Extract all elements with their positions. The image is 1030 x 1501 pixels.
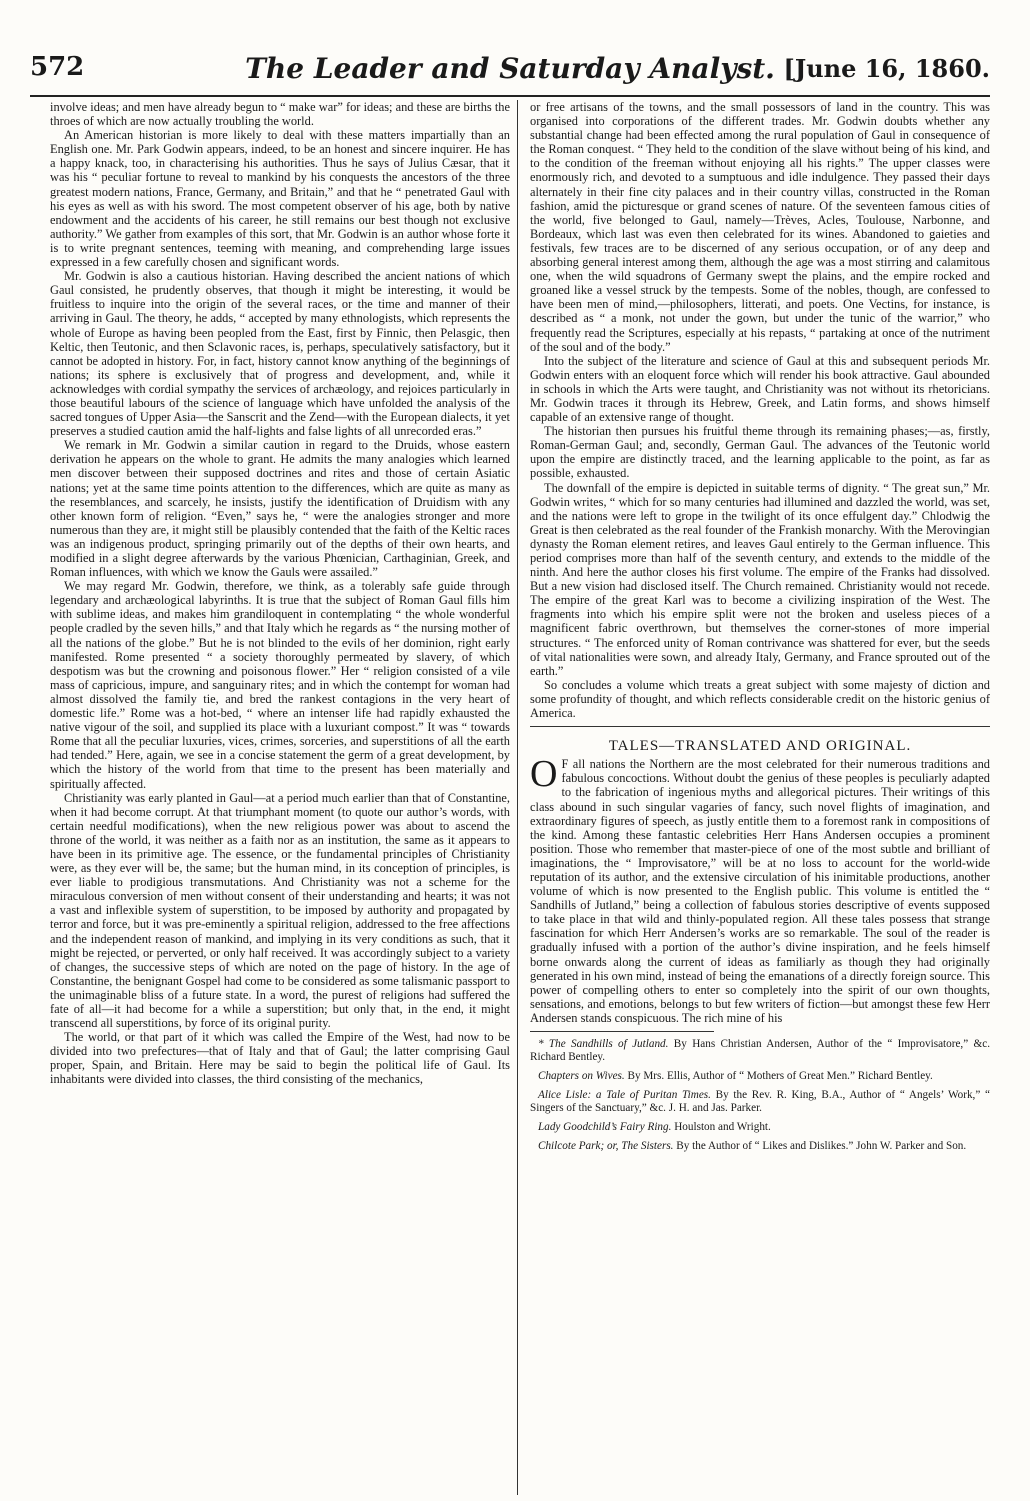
footnote-title: Chapters on Wives. <box>538 1070 625 1082</box>
issue-date: [June 16, 1860. <box>783 54 990 83</box>
footnote-rule <box>530 1031 714 1032</box>
paragraph: Into the subject of the literature and science of Gaul at this and subsequent periods Mr. Godwin enters with an eloquent force which will render his book attractive. Gaul abounded in schools in which the Arts were taught, and Christianity was not without its rhetoricians. Mr. Godwin traces it through its Hebrew, Greek, and Latin forms, and shows himself capable of an extensive range of thought. <box>530 353 990 425</box>
footnote <box>530 1140 990 1153</box>
left-column <box>50 100 510 1087</box>
paragraph: We may regard Mr. Godwin, therefore, we think, as a tolerably safe guide through legendary and archæological labyrinths. It is true that the subject of Roman Gaul fills him with sublime ideas, and makes him grandiloquent in contemplating “ the whole wonderful people cradled by the seven hills,” and that Italy which he regards as “ the nursing mother of all the nations of the globe.” But he is not blinded to the evils of her dominion, right early manifested. Rome presented “ a society thoroughly permeated by slavery, of which despotism was but the crowning and poisonous flower.” Her “ religion consisted of a vile mass of capricious, impure, and sanguinary rites; and in which the contempt for woman had almost dissolved the family tie, and bred the rankest contagions in the very heart of domestic life.” Rome was a hot-bed, “ where an intenser life had rapidly exhausted the native vigour of the soil, and supplied its place with a luxuriant compost.” It was “ towards Rome that all the peculiar luxuries, vices, crimes, sorceries, and superstitions of all the earth had tended.” Here, again, we see in a concise statement the germ of a great development, by which the history of the world from that time to the present has been materially and spiritually affected. <box>50 579 510 791</box>
paragraph: The historian then pursues his fruitful theme through its remaining phases;—as, firstly, Roman-German Gaul; and, secondly, German Gaul. The advances of the Teutonic world upon the empire are distinctly traced, and the learning applicable to the point, as far as possible, exhausted. <box>530 424 990 481</box>
footnote-text: By the Rev. R. King, B.A., Author of “ Angels’ Work,” “ Singers of the Sanctuary,” &c. J. H. and Jas. Parker. <box>530 1089 990 1114</box>
footnote <box>530 1121 990 1134</box>
paragraph: So concludes a volume which treats a great subject with some majesty of diction and some profundity of thought, and which reflects considerable credit on the historic genius of America. <box>530 677 990 721</box>
column-divider <box>517 100 518 1495</box>
paragraph: Mr. Godwin is also a cautious historian. Having described the ancient nations of which Gaul consisted, he prudently observes, that though it might be interesting, it would be fruitless to inquire into the origin of the several races, or the time and manner of their arriving in Gaul. The theory, he adds, “ accepted by many ethnologists, which represents the whole of Europe as having been peopled from the East, first by Finnic, then Pelasgic, then Keltic, then Teutonic, and then Sclavonic races, is, perhaps, speculatively satisfactory, but it cannot be adopted in history. For, in fact, history cannot know anything of the beginnings of nations; its sphere is exclusively that of progress and development, and, while it acknowledges with cordial sympathy the services of archæology, and rejoices particularly in those beautiful labours of the science of language which have unfolded the analysis of the sacred tongues of Upper Asia—the Sanscrit and the Zend—with the European dialects, it yet preserves a studied caution amid the half-lights and false lights of all unrecorded eras.” <box>50 269 510 439</box>
paragraph: An American historian is more likely to deal with these matters impartially than an English one. Mr. Park Godwin appears, indeed, to be an honest and sincere inquirer. He has a happy knack, too, in characterising his authorities. Thus he says of Julius Cæsar, that it was his “ peculiar fortune to reveal to mankind by his conquests the ancestors of the three greatest modern nations, France, Germany, and Britain,” and that he “ penetrated Gaul with his eyes as well as with his sword. The most competent observer of his age, both by native endowment and the accidents of his career, he still remains our best though not exclusive authority.” We gather from examples of this sort, that Mr. Godwin is an author whose forte it is to write pregnant sentences, teeming with meaning, and comprehending large issues expressed in a few carefully chosen and significant words. <box>50 128 510 270</box>
header-rule <box>30 95 990 97</box>
footnote <box>530 1070 990 1083</box>
right-column <box>530 100 990 1159</box>
footnotes <box>530 1038 990 1153</box>
footnote-title: Alice Lisle: a Tale of Puritan Times. <box>538 1089 711 1101</box>
drop-cap: O <box>530 753 558 796</box>
paragraph: involve ideas; and men have already begun to “ make war” for ideas; and these are births the throes of which are now actually troubling the world. <box>50 100 510 129</box>
paragraph: or free artisans of the towns, and the small possessors of land in the country. This was organised into corporations of the different trades. Mr. Godwin doubts whether any substantial change had been effected among the rural population of Gaul in consequence of the Roman conquest. “ They held to the condition of the slave without being of his kind, and to the condition of the freeman without enjoying all his rights.” The upper classes were enormously rich, and devoted to a sumptuous and idle indulgence. They passed their days alternately in their fine city palaces and in their country villas, constructed in the Roman fashion, amid the picturesque or grand scenes of nature. Of the seventeen famous cities of the world, five belonged to Gaul, namely—Trèves, Acles, Toulouse, Narbonne, and Bordeaux, which last was even then celebrated for its wines. Abandoned to gaieties and festivals, few traces are to be discerned of any serious occupation, or of any deep and absorbing general interest among them, although the age was a most stirring and calamitous one, when the wild squadrons of Germany swept the plains, and the empire rocked and groaned like a vessel struck by the tempests. Some of the nobles, though, are confessed to have been men of mind,—philosophers, litterati, and poets. One Vectins, for instance, is described as “ a monk, not under the gown, but under the tunic of the warrior,” who frequently read the Scriptures, especially at his repasts, “ partaking at once of the nutriment of the soul and of the body.” <box>530 100 990 354</box>
page-header <box>30 52 990 92</box>
paragraph: The world, or that part of it which was called the Empire of the West, had now to be divided into two prefectures—that of Italy and that of Gaul; the latter comprising Gaul proper, Spain, and Britain. Here may be said to begin the political life of Gaul. Its inhabitants were divided into classes, the third consisting of the mechanics, <box>50 1030 510 1087</box>
tales-opening-text: F all nations the Northern are the most celebrated for their numerous traditions and fabulous concoctions. Without doubt the genius of these peoples is peculiarly adapted to the fabrication of ingenious myths and allegorical pictures. Their writings of this class abound in such singular vagaries of fancy, such novel flights of imagination, and extraordinary figures of speech, as justly entitle them to a foremost rank in compositions of the kind. Among these fantastic celebrities Herr Hans Andersen occupies a prominent position. Those who remember that master-piece of one of the most subtle and brilliant of imaginations, the “ Improvisatore,” will be at no loss to account for the world-wide reputation of its author, and the extensive circulation of his inimitable productions, another volume of which is now presented to the English public. This volume is entitled the “ Sandhills of Jutland,” being a collection of fabulous stories descriptive of events supposed to take place in that wild and thinly-populated region. All these tales possess that strange fascination for which Herr Andersen’s works are so remarkable. The soul of the reader is gradually infused with a portion of the author’s divine inspiration, and he feels himself borne onwards along the current of ideas as familiarly as though they had originally generated in his own mind, instead of being the emanations of a directly foreign source. This power of compelling others to enter so completely into the spirit of our own thoughts, sensations, and emotions, belongs to but few writers of fiction—but amongst these few Herr Andersen stands conspicuous. The rich mine of his <box>530 757 990 1025</box>
footnote-title: Chilcote Park; or, The Sisters. <box>538 1140 674 1152</box>
footnote <box>530 1038 990 1064</box>
footnote <box>530 1089 990 1115</box>
paragraph: The downfall of the empire is depicted in suitable terms of dignity. “ The great sun,” Mr. Godwin writes, “ which for so many centuries had illumined and dazzled the world, was set, and the nations were left to grope in the twilight of its once effulgent day.” Chlodwig the Great is then celebrated as the real founder of the Frankish monarchy. With the Merovingian dynasty the Roman element retires, and leaves Gaul entirely to the German influence. This period comprises more than half of the seventh century, and extends to the middle of the ninth. And here the author closes his first volume. The empire of the Franks had dissolved. But a new vision had disclosed itself. The Church remained. Christianity would not recede. The empire of the great Karl was to become a civilizing inspiration of the West. The fragments into which his empire split were not the broken and useless pieces of a magnificent fabric overthrown, but themselves the corner-stones of more imperial structures. “ The enforced unity of Roman contrivance was shattered for ever, but the seeds of vital nationalities were sown, and already Italy, Germany, and France sprouted out of the earth.” <box>530 480 990 678</box>
footnote-title: Lady Goodchild’s Fairy Ring. <box>538 1121 672 1133</box>
publication-title: The Leader and Saturday Analyst. <box>245 52 775 85</box>
footnote-text: By Hans Christian Andersen, Author of the “ Improvisatore,” &c. Richard Bentley. <box>530 1038 990 1063</box>
footnote-text: By the Author of “ Likes and Dislikes.” John W. Parker and Son. <box>673 1140 967 1152</box>
tales-heading: TALES—TRANSLATED AND ORIGINAL. <box>608 738 912 755</box>
footnote-text: By Mrs. Ellis, Author of “ Mothers of Great Men.” Richard Bentley. <box>624 1070 933 1082</box>
footnote-text: Houlston and Wright. <box>671 1121 771 1133</box>
section-rule <box>530 726 990 727</box>
paragraph: Christianity was early planted in Gaul—at a period much earlier than that of Constantine, when it had become corrupt. At that triumphant moment (to quote our author’s words, with certain needful modifications), when the new religious power was about to ascend the throne of the world, it was neither as a faith nor as an institution, the same as it appears to have been in its primitive age. The essence, or the fundamental principles of Christianity were, as they ever will be, the same; but the human mind, in its conception of principles, is ever liable to prodigious transmutations. And Christianity was not a scheme for the miraculous conversion of men without consent of their understanding and hearts; it was not a vast and inflexible system of superstition, to be imposed by authority and propagated by terror and force, but it was pre-eminently a spiritual religion, addressed to the free affections and the independent reason of mankind, and implying in its very conditions as such, that it might be rejected, or perverted, or only half received. It was accordingly subject to a variety of changes, the successive steps of which are noted on the page of history. In the age of Constantine, the benignant Gospel had come to be considered as some talismanic passport to the unimaginable bliss of a future state. In a word, the purest of religions had suffered the fate of all—it had become for a while a superstition; but only that, in the end, it might transcend all superstitions, by force of its original purity. <box>50 790 510 1031</box>
footnote-title: * The Sandhills of Jutland. <box>538 1038 669 1050</box>
page-number: 572 <box>30 52 85 82</box>
tales-opening-paragraph <box>530 753 990 1025</box>
paragraph: We remark in Mr. Godwin a similar caution in regard to the Druids, whose eastern derivation he appears on the whole to grant. He admits the many analogies which learned men discover between their supposed doctrines and rites and those of certain Asiatic nations; yet at the same time points attention to the differences, which are quite as many as the resemblances, and scarcely, he insists, justify the identification of Druidism with any other known form of religion. “Even,” says he, “ were the analogies stronger and more numerous than they are, it might still be plausibly contended that the faith of the Keltic races was an indigenous product, springing primarily out of the depths of their own hearts, and modified in a slight degree afterwards by the various Phœnician, Carthaginian, Greek, and Roman influences, with which we know the Gauls were assailed.” <box>50 438 510 580</box>
